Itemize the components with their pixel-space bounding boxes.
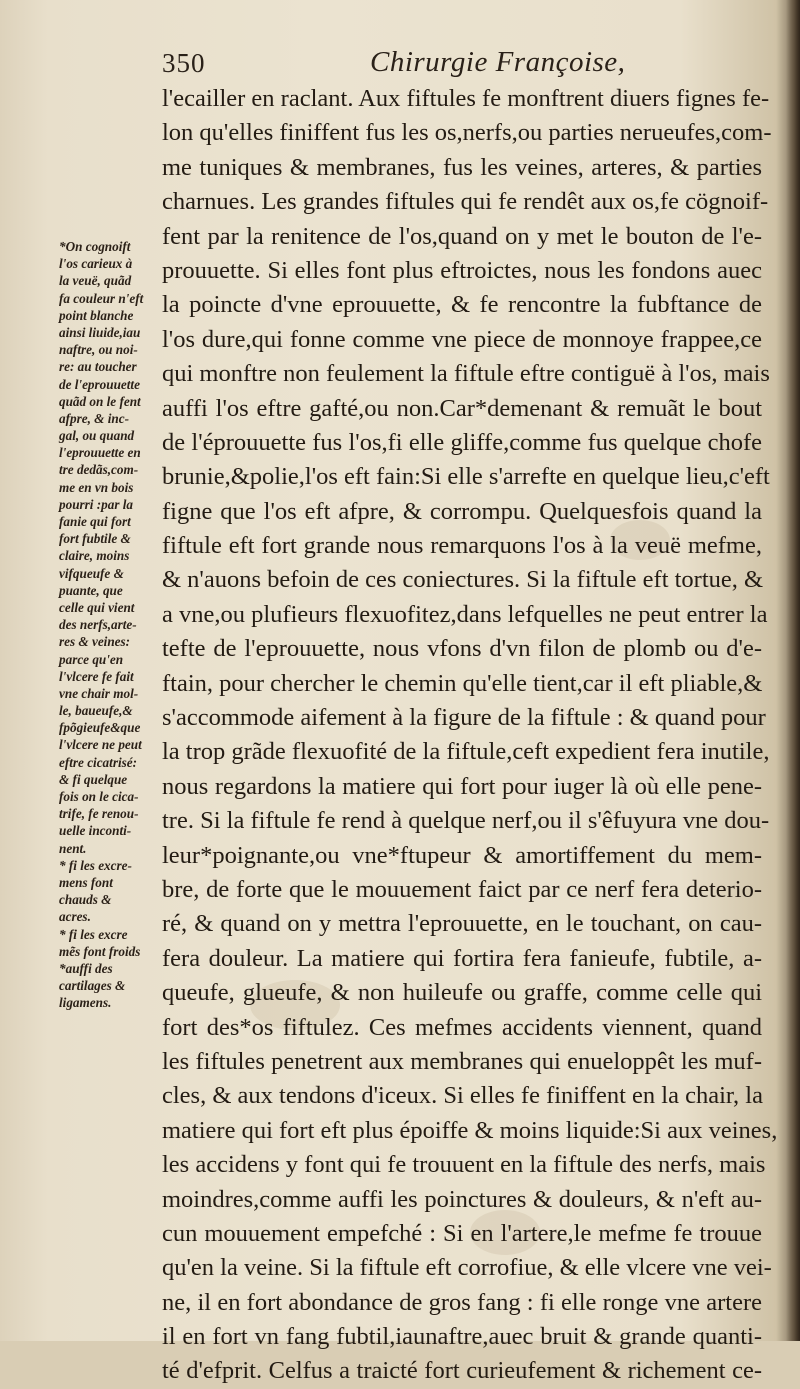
margin-note-line: vifqueufe & [59, 565, 124, 581]
margin-note-line: tre dedãs,com- [59, 462, 139, 478]
page-number: 350 [162, 48, 206, 78]
text-line: fera douleur. La matiere qui fortira fera fanieufe, fubtile, a- [162, 944, 762, 972]
text-line: matiere qui fort eft plus époiffe & moins liquide:Si aux veines, [162, 1116, 778, 1144]
margin-note-line: * fi les excre [59, 926, 128, 942]
text-line: queufe, glueufe, & non huileufe ou graffe, comme celle qui [162, 979, 762, 1007]
text-line: leur*poignante,ou vne*ftupeur & amortiffement du mem- [162, 841, 762, 869]
text-line: fort des*os fiftulez. Ces mefmes accidents viennent, quand [162, 1013, 762, 1041]
margin-note-line: l'vlcere fe fait [59, 668, 134, 684]
page-header [160, 44, 720, 86]
text-line: s'accommode aifement à la figure de la fiftule : & quand pour [162, 704, 766, 732]
margin-note-line: acres. [59, 909, 91, 925]
margin-note-line: *auffi des [59, 960, 113, 976]
text-line: lon qu'elles finiffent fus les os,nerfs,ou parties nerueufes,com- [162, 119, 772, 147]
text-line: cles, & aux tendons d'iceux. Si elles fe finiffent en la chair, la [162, 1082, 763, 1110]
text-line: tefte de l'eprouuette, nous vfons d'vn filon de plomb ou d'e- [162, 635, 762, 663]
text-line: ré, & quand on y mettra l'eprouuette, en le touchant, on cau- [162, 910, 762, 938]
text-line: cun mouuement empefché : Si en l'artere,le mefme fe trouue [162, 1219, 762, 1247]
margin-note-line: naftre, ou noi- [59, 342, 138, 358]
text-line: l'ecailler en raclant. Aux fiftules fe monftrent diuers fignes fe- [162, 85, 770, 112]
margin-note-line: point blanche [59, 307, 134, 323]
margin-note-line: ainsi liuide,iau [59, 324, 141, 340]
margin-note-line: eftre cicatrisé: [59, 754, 137, 770]
text-line: me tuniques & membranes, fus les veines, arteres, & parties [162, 153, 762, 181]
margin-note-line: l'vlcere ne peut [59, 737, 142, 753]
margin-note-line: trife, fe renou- [59, 806, 139, 822]
running-title: Chirurgie Françoise, [370, 46, 626, 78]
margin-note-line: uelle inconti- [59, 823, 132, 839]
text-line: ftain, pour chercher le chemin qu'elle tient,car il eft pliable,& [162, 669, 763, 697]
text-line: les accidens y font qui fe trouuent en la fiftule des nerfs, mais [162, 1151, 766, 1179]
margin-note-line: quãd on le fent [59, 393, 141, 409]
margin-note-line: de l'eprouuette [59, 376, 140, 392]
margin-note-line: l'eprouuette en [59, 445, 141, 461]
text-line: la poincte d'vne eprouuette, & fe rencontre la fubftance de [162, 291, 762, 319]
text-line: figne que l'os eft afpre, & corrompu. Quelquesfois quand la [162, 497, 762, 525]
text-line: qu'en la veine. Si la fiftule eft corrofiue, & elle vlcere vne vei- [162, 1254, 772, 1282]
text-line: a vne,ou plufieurs flexuofitez,dans lefquelles ne peut entrer la [162, 600, 768, 628]
text-line: nous regardons la matiere qui fort pour iuger là où elle pene- [162, 772, 762, 800]
text-line: de l'éprouuette fus l'os,fi elle gliffe,comme fus quelque chofe [162, 428, 762, 456]
margin-note-line: me en vn bois [59, 479, 134, 495]
margin-note-line: puante, que [59, 582, 123, 598]
margin-note-line: fort fubtile & [59, 531, 131, 547]
text-line: prouuette. Si elles font plus eftroictes, nous les fondons auec [162, 256, 762, 284]
margin-note-line: chauds & [59, 892, 112, 908]
margin-note-line: parce qu'en [59, 651, 124, 667]
margin-note-line: claire, moins [59, 548, 130, 564]
margin-note-line: pourri :par la [59, 496, 134, 512]
margin-note-line: celle qui vient [59, 599, 135, 615]
text-line: & n'auons befoin de ces coniectures. Si la fiftule eft tortue, & [162, 566, 764, 594]
margin-note-line: re: au toucher [59, 359, 137, 375]
margin-notes [59, 238, 169, 1011]
text-line: fiftule eft fort grande nous remarquons l'os à la veuë mefme, [162, 532, 762, 560]
text-line: il en fort vn fang fubtil,iaunaftre,auec bruit & grande quanti- [162, 1323, 762, 1351]
margin-note-line: afpre, & inc- [59, 410, 129, 426]
margin-note-line: & fi quelque [59, 771, 128, 787]
text-line: ne, il en fort abondance de gros fang : fi elle ronge vne artere [162, 1288, 762, 1316]
text-line: charnues. Les grandes fiftules qui fe rendêt aux os,fe cögnoif- [162, 188, 769, 216]
binding-gutter-shadow [786, 0, 800, 1341]
margin-note-line: gal, ou quand [59, 428, 135, 444]
margin-note-line: *On cognoift [59, 239, 131, 254]
text-line: tre. Si la fiftule fe rend à quelque nerf,ou il s'êfuyura vne dou- [162, 807, 770, 835]
margin-note-line: l'os carieux à [59, 256, 133, 272]
margin-note-line: fpõgieufe&que [59, 720, 141, 736]
text-line: bre, de forte que le mouuement faict par ce nerf fera deterio- [162, 875, 762, 903]
margin-note-line: fois on le cica- [59, 789, 139, 804]
margin-note-line: fa couleur n'eft [59, 290, 144, 306]
margin-note-line: cartilages & [59, 978, 126, 994]
margin-note-line: des nerfs,arte- [59, 617, 137, 633]
margin-note-line: le, baueufe,& [59, 703, 133, 719]
text-line: les fiftules penetrent aux membranes qui enueloppêt les muf- [162, 1047, 762, 1075]
margin-note-line: mẽs font froids [59, 943, 141, 959]
margin-note-line: ligamens. [59, 995, 112, 1011]
margin-note-line: fanie qui fort [59, 514, 131, 529]
text-line: l'os dure,qui fonne comme vne piece de monnoye frappee,ce [162, 325, 762, 353]
main-text-block [162, 82, 778, 1389]
text-line: brunie,&polie,l'os eft fain:Si elle s'arrefte en quelque lieu,c'eft [162, 463, 770, 491]
margin-note-line: mens font [59, 874, 113, 890]
text-line: moindres,comme auffi les poinctures & douleurs, & n'eft au- [162, 1185, 762, 1213]
text-line: qui monftre non feulement la fiftule eftre contiguë à l'os, mais [162, 360, 770, 388]
margin-note-line: la veuë, quãd [59, 273, 132, 289]
text-line: té d'efprit. Celfus a traicté fort curieufement & richement ce- [162, 1357, 762, 1385]
text-line: auffi l'os eftre gafté,ou non.Car*demenant & remuãt le bout [162, 394, 762, 422]
margin-note-line: * fi les excre- [59, 857, 132, 873]
margin-note-line: nent. [59, 840, 87, 856]
margin-note-line: res & veines: [59, 634, 131, 650]
margin-note-line: vne chair mol- [59, 685, 139, 701]
text-line: la trop grãde flexuofité de la fiftule,ceft expedient fera inutile, [162, 738, 770, 766]
text-line: fent par la renitence de l'os,quand on y met le bouton de l'e- [162, 222, 762, 250]
